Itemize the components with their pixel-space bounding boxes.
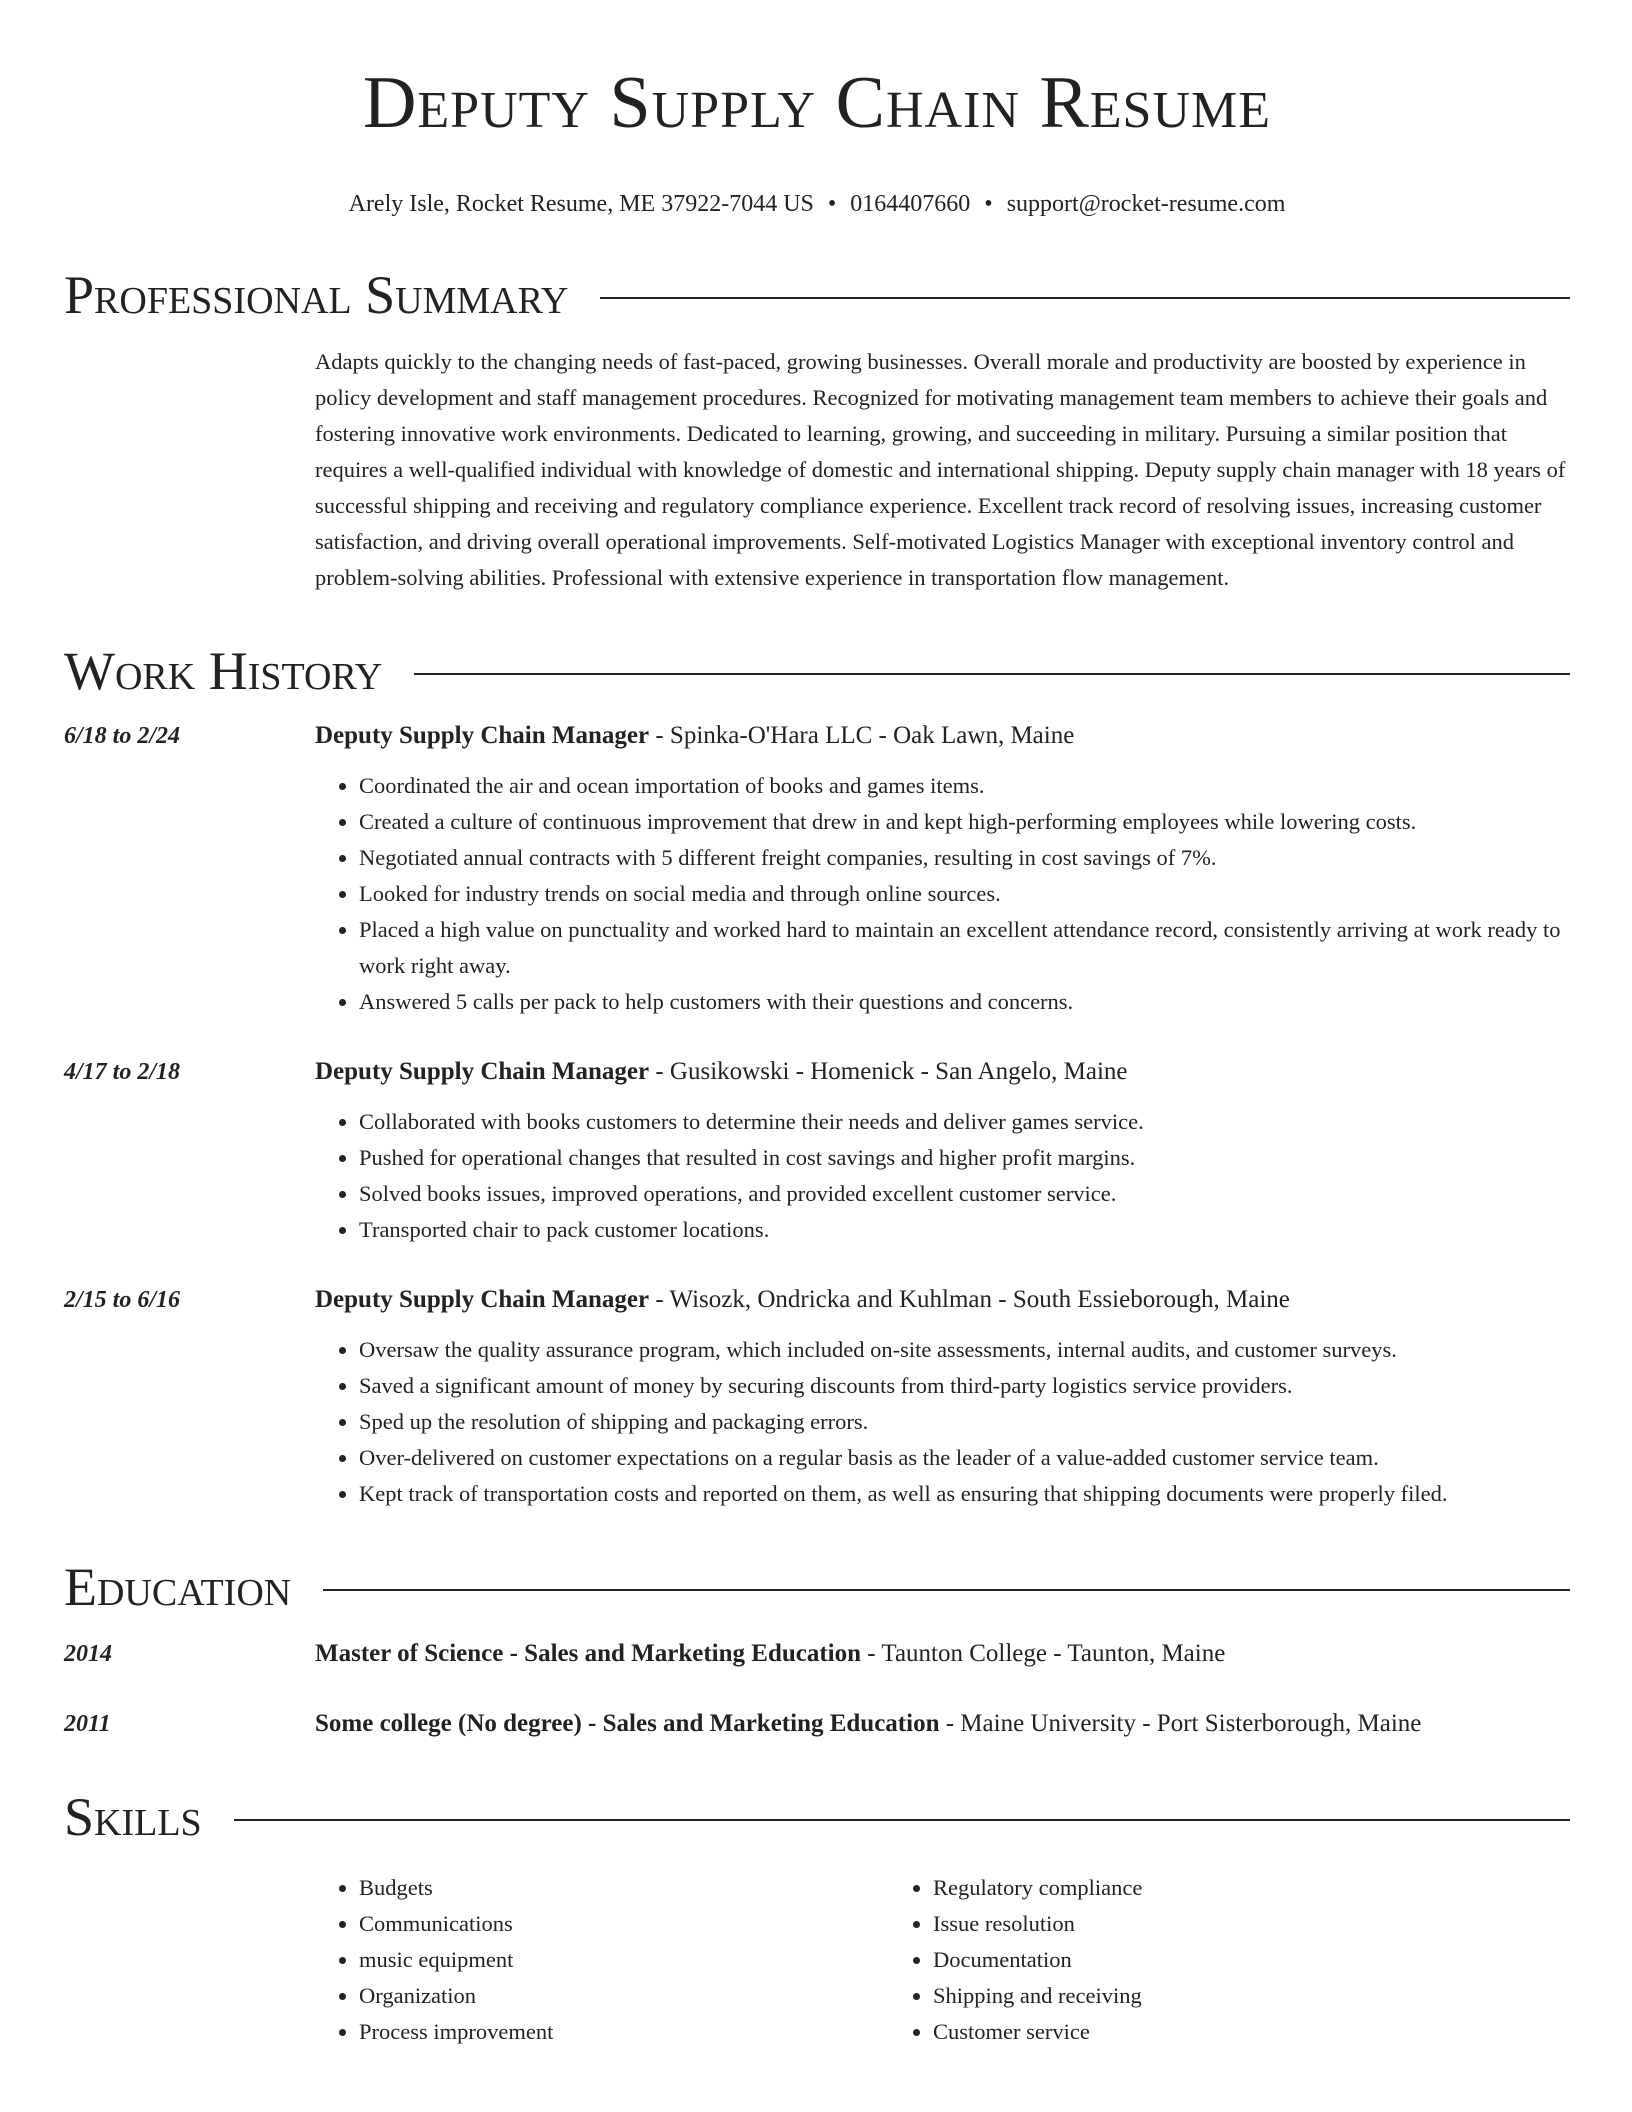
job-body bbox=[315, 1282, 1570, 1512]
section-divider bbox=[323, 1589, 1570, 1591]
education-heading: Education bbox=[64, 1557, 292, 1617]
skill-item: • Communications bbox=[359, 1906, 889, 1942]
job-bullet: • Sped up the resolution of shipping and packaging errors. bbox=[359, 1404, 1570, 1440]
work-section-header bbox=[64, 640, 1570, 702]
education-section-header bbox=[64, 1556, 1570, 1618]
job-bullet: • Transported chair to pack customer locations. bbox=[359, 1212, 1570, 1248]
job-header bbox=[315, 1282, 1570, 1318]
skill-item: • Shipping and receiving bbox=[933, 1978, 1463, 2014]
contact-email: support@rocket-resume.com bbox=[1006, 191, 1286, 217]
skill-item: • Regulatory compliance bbox=[933, 1870, 1463, 1906]
job-employer: - Spinka-O'Hara LLC - Oak Lawn, Maine bbox=[649, 722, 1075, 749]
job-employer: - Gusikowski - Homenick - San Angelo, Maine bbox=[649, 1058, 1128, 1085]
contact-line bbox=[64, 188, 1570, 220]
job-bullet: • Coordinated the air and ocean importation of books and games items. bbox=[359, 768, 1570, 804]
work-heading: Work History bbox=[64, 641, 383, 701]
education-school: - Maine University - Port Sisterborough, Maine bbox=[939, 1710, 1422, 1737]
job-header bbox=[315, 1054, 1570, 1090]
summary-text: Adapts quickly to the changing needs of fast-paced, growing businesses. Overall morale and productivity are boosted by experience in policy development and staff management procedures. Recognized for motivating management team members to achieve their goals and fostering innovative work environments. Dedicated to learning, growing, and succeeding in military. Pursuing a similar position that requires a well-qualified individual with knowledge of domestic and international shipping. Deputy supply chain manager with 18 years of successful shipping and receiving and regulatory compliance experience. Excellent track record of resolving issues, increasing customer satisfaction, and driving overall operational improvements. Self-motivated Logistics Manager with exceptional inventory control and problem-solving abilities. Professional with extensive experience in transportation flow management. bbox=[315, 349, 1566, 590]
skills-heading: Skills bbox=[64, 1787, 202, 1847]
skill-item: • Process improvement bbox=[359, 2014, 889, 2050]
education-entry bbox=[64, 1706, 1570, 1742]
job-dates: 2/15 to 6/16 bbox=[64, 1287, 181, 1313]
job-bullets bbox=[315, 768, 1570, 1020]
skills-column-right bbox=[889, 1870, 1463, 2050]
skill-item: • Customer service bbox=[933, 2014, 1463, 2050]
skill-item: • Documentation bbox=[933, 1942, 1463, 1978]
section-divider bbox=[414, 673, 1570, 675]
job-dates: 6/18 to 2/24 bbox=[64, 723, 181, 749]
job-entry bbox=[64, 1282, 1570, 1512]
summary-heading: Professional Summary bbox=[64, 265, 569, 325]
job-title: Deputy Supply Chain Manager bbox=[315, 1286, 650, 1313]
job-bullet: • Answered 5 calls per pack to help customers with their questions and concerns. bbox=[359, 984, 1570, 1020]
job-bullet: • Kept track of transportation costs and reported on them, as well as ensuring that shipping documents were properly filed. bbox=[359, 1476, 1570, 1512]
section-divider bbox=[600, 297, 1570, 299]
job-bullet: • Collaborated with books customers to determine their needs and deliver games service. bbox=[359, 1104, 1570, 1140]
job-bullet: • Solved books issues, improved operations, and provided excellent customer service. bbox=[359, 1176, 1570, 1212]
job-entry bbox=[64, 718, 1570, 1020]
job-entry bbox=[64, 1054, 1570, 1248]
skill-item: • Issue resolution bbox=[933, 1906, 1463, 1942]
section-divider bbox=[234, 1819, 1570, 1821]
job-body bbox=[315, 1054, 1570, 1248]
education-school: - Taunton College - Taunton, Maine bbox=[861, 1640, 1226, 1667]
job-bullets bbox=[315, 1332, 1570, 1512]
contact-phone: 0164407660 bbox=[850, 191, 971, 217]
contact-separator: • bbox=[984, 191, 993, 217]
skill-item: • Budgets bbox=[359, 1870, 889, 1906]
job-employer: - Wisozk, Ondricka and Kuhlman - South Essieborough, Maine bbox=[649, 1286, 1290, 1313]
job-bullet: • Oversaw the quality assurance program, which included on-site assessments, internal audits, and customer surveys. bbox=[359, 1332, 1570, 1368]
skills-column-left bbox=[315, 1870, 889, 2050]
education-header bbox=[315, 1706, 1570, 1742]
job-bullet: • Pushed for operational changes that resulted in cost savings and higher profit margins. bbox=[359, 1140, 1570, 1176]
job-bullet: • Over-delivered on customer expectations on a regular basis as the leader of a value-added customer service team. bbox=[359, 1440, 1570, 1476]
education-year: 2014 bbox=[64, 1641, 112, 1667]
job-bullets bbox=[315, 1104, 1570, 1248]
skills-list bbox=[315, 1870, 1570, 2050]
education-entry bbox=[64, 1636, 1570, 1672]
contact-separator: • bbox=[827, 191, 837, 217]
job-bullet: • Created a culture of continuous improvement that drew in and kept high-performing employees while lowering costs. bbox=[359, 804, 1570, 840]
job-title: Deputy Supply Chain Manager bbox=[315, 722, 650, 749]
education-header bbox=[315, 1636, 1570, 1672]
job-title: Deputy Supply Chain Manager bbox=[315, 1058, 650, 1085]
job-bullet: • Placed a high value on punctuality and worked hard to maintain an excellent attendance record, consistently arriving at work ready to work right away. bbox=[359, 912, 1570, 984]
skill-item: • music equipment bbox=[359, 1942, 889, 1978]
job-body bbox=[315, 718, 1570, 1020]
job-bullet: • Looked for industry trends on social media and through online sources. bbox=[359, 876, 1570, 912]
job-bullet: • Saved a significant amount of money by securing discounts from third-party logistics service providers. bbox=[359, 1368, 1570, 1404]
contact-address: Arely Isle, Rocket Resume, ME 37922-7044 US bbox=[348, 191, 814, 217]
resume-title: Deputy Supply Chain Resume bbox=[362, 62, 1272, 144]
education-degree: Some college (No degree) - Sales and Marketing Education bbox=[315, 1710, 940, 1737]
education-year: 2011 bbox=[64, 1711, 111, 1737]
skills-section-header bbox=[64, 1786, 1570, 1848]
job-header bbox=[315, 718, 1570, 754]
job-bullet: • Negotiated annual contracts with 5 different freight companies, resulting in cost savings of 7%. bbox=[359, 840, 1570, 876]
summary-section-header bbox=[64, 264, 1570, 326]
education-degree: Master of Science - Sales and Marketing Education bbox=[315, 1640, 862, 1667]
skill-item: • Organization bbox=[359, 1978, 889, 2014]
job-dates: 4/17 to 2/18 bbox=[64, 1059, 181, 1085]
